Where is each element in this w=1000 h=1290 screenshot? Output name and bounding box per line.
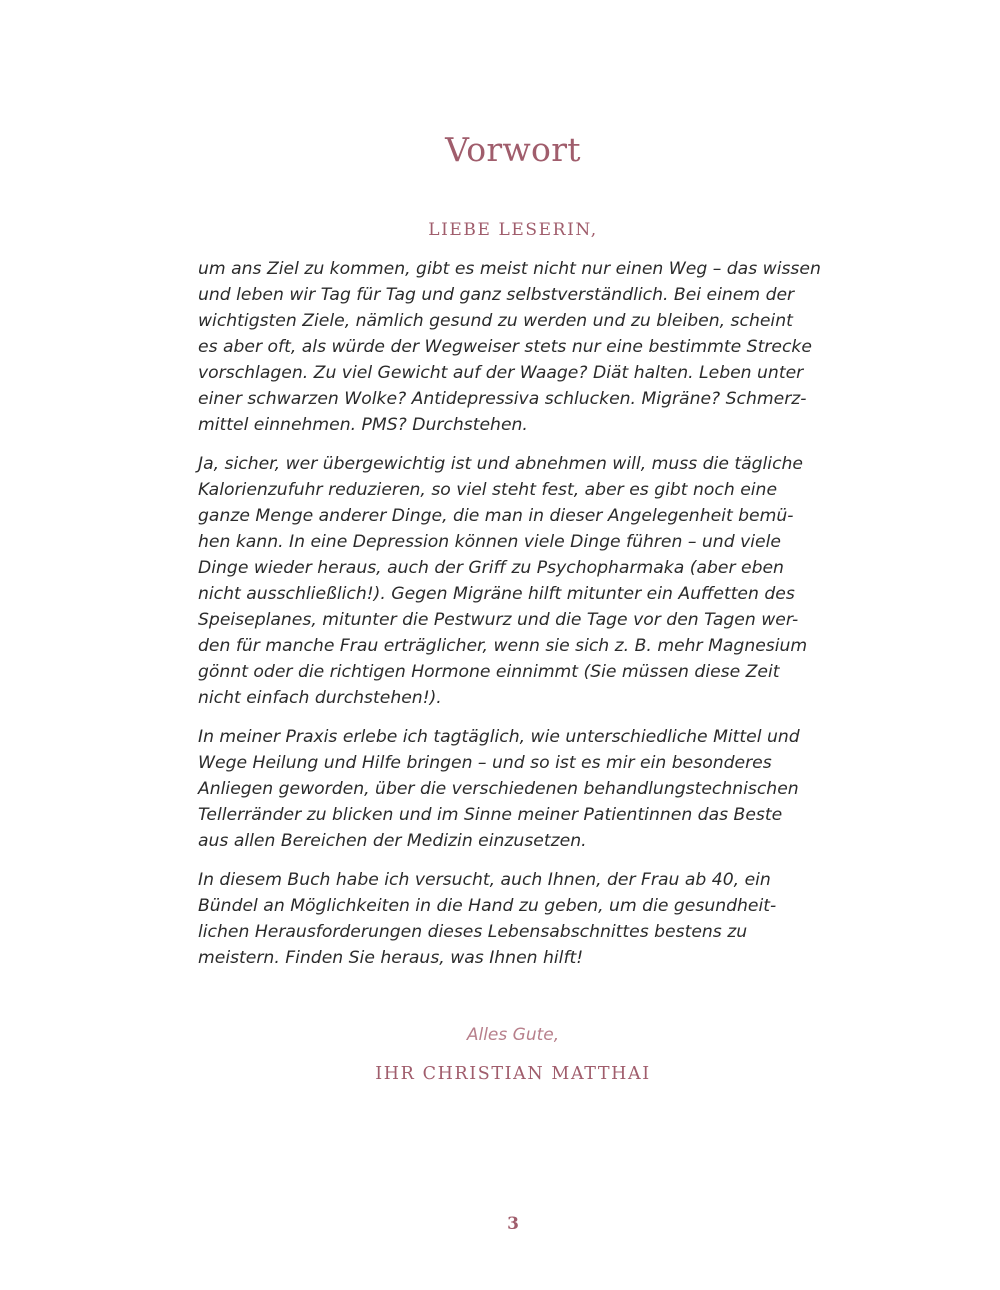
text-line: vorschlagen. Zu viel Gewicht auf der Waage? Diät halten. Leben unter — [198, 363, 804, 383]
text-line: es aber oft, als würde der Wegweiser stets nur eine bestimmte Strecke — [198, 337, 812, 357]
text-line: In diesem Buch habe ich versucht, auch Ihnen, der Frau ab 40, ein — [198, 870, 771, 890]
text-line: um ans Ziel zu kommen, gibt es meist nicht nur einen Weg – das wissen — [198, 259, 821, 279]
text-line: Anliegen geworden, über die verschiedenen behandlungstechnischen — [198, 779, 799, 799]
paragraph — [198, 724, 838, 854]
page-title: Vorwort — [445, 130, 581, 169]
signature: IHR CHRISTIAN MATTHAI — [375, 1064, 651, 1084]
text-line: Tellerränder zu blicken und im Sinne meiner Patientinnen das Beste — [198, 805, 783, 825]
paragraph — [198, 256, 838, 438]
text-line: hen kann. In eine Depression können viele Dinge führen – und viele — [198, 532, 781, 552]
text-line: einer schwarzen Wolke? Antidepressiva schlucken. Migräne? Schmerz- — [198, 389, 807, 409]
text-line: und leben wir Tag für Tag und ganz selbstverständlich. Bei einem der — [198, 285, 795, 305]
salutation: LIEBE LESERIN, — [428, 220, 598, 240]
text-line: Speiseplanes, mitunter die Pestwurz und die Tage vor den Tagen wer- — [198, 610, 799, 630]
text-line: gönnt oder die richtigen Hormone einnimmt (Sie müssen diese Zeit — [198, 662, 780, 682]
body-text — [198, 256, 838, 984]
text-line: meistern. Finden Sie heraus, was Ihnen hilft! — [198, 948, 584, 968]
text-line: Kalorienzufuhr reduzieren, so viel steht fest, aber es gibt noch eine — [198, 480, 778, 500]
text-line: den für manche Frau erträglicher, wenn sie sich z. B. mehr Magnesium — [198, 636, 808, 656]
closing: Alles Gute, — [466, 1025, 560, 1045]
text-line: nicht einfach durchstehen!). — [198, 688, 442, 708]
text-line: aus allen Bereichen der Medizin einzusetzen. — [198, 831, 587, 851]
text-line: Wege Heilung und Hilfe bringen – und so ist es mir ein besonderes — [198, 753, 772, 773]
text-line: Ja, sicher, wer übergewichtig ist und abnehmen will, muss die tägliche — [198, 454, 804, 474]
paragraph — [198, 867, 838, 971]
text-line: In meiner Praxis erlebe ich tagtäglich, wie unterschiedliche Mittel und — [198, 727, 800, 747]
text-line: ganze Menge anderer Dinge, die man in dieser Angelegenheit bemü- — [198, 506, 794, 526]
text-line: wichtigsten Ziele, nämlich gesund zu werden und zu bleiben, scheint — [198, 311, 793, 331]
text-line: Dinge wieder heraus, auch der Griff zu Psychopharmaka (aber eben — [198, 558, 784, 578]
page-number: 3 — [507, 1214, 519, 1234]
text-line: Bündel an Möglichkeiten in die Hand zu geben, um die gesundheit- — [198, 896, 777, 916]
text-line: nicht ausschließlich!). Gegen Migräne hilft mitunter ein Auffetten des — [198, 584, 795, 604]
text-line: mittel einnehmen. PMS? Durchstehen. — [198, 415, 528, 435]
text-line: lichen Herausforderungen dieses Lebensabschnittes bestens zu — [198, 922, 748, 942]
paragraph — [198, 451, 838, 711]
